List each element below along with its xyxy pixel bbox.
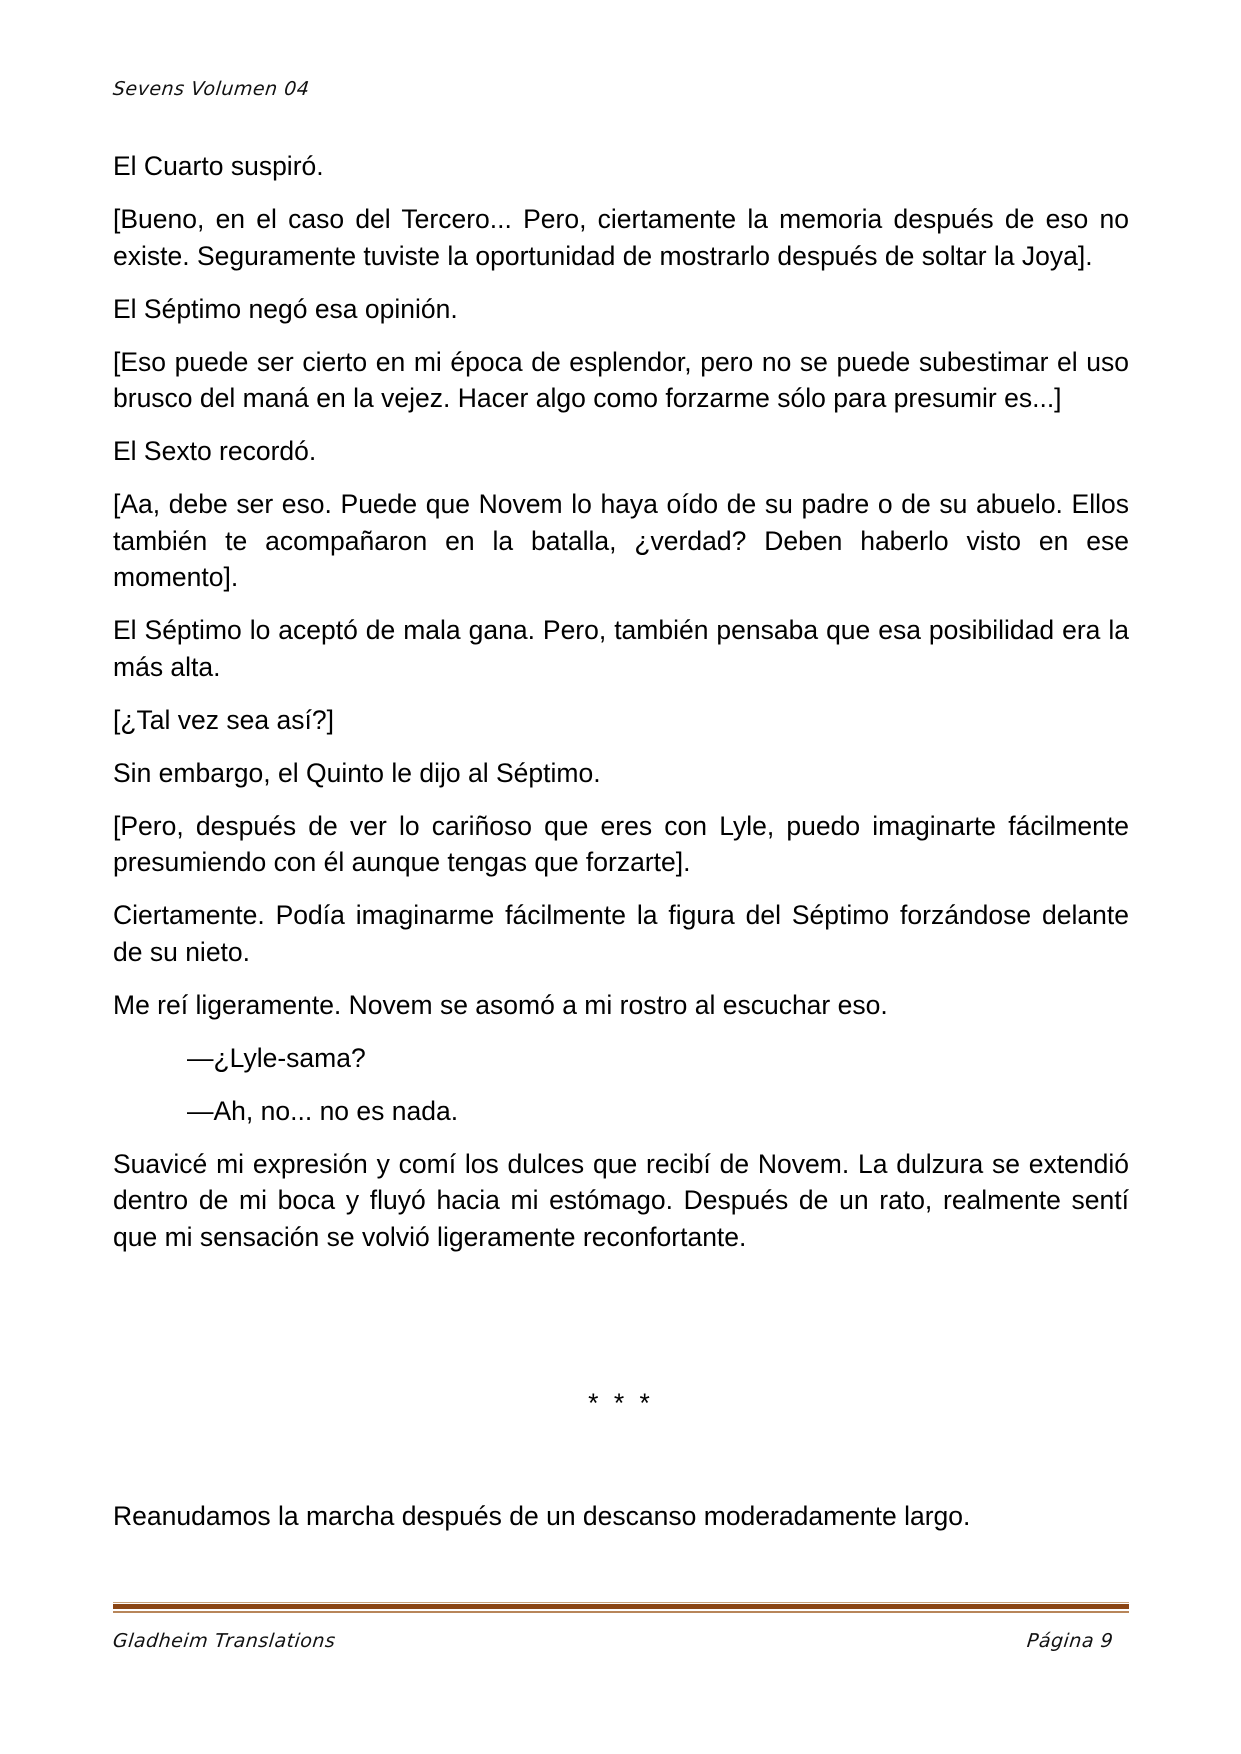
paragraph: Sin embargo, el Quinto le dijo al Séptimo. xyxy=(113,757,601,788)
paragraph: [Pero, después de ver lo cariñoso que eres con Lyle, puedo imaginarte fácilmente presumiendo con él aunque tengas que forzarte]. xyxy=(113,810,1129,877)
paragraph: Reanudamos la marcha después de un descanso moderadamente largo. xyxy=(113,1501,971,1531)
paragraph: [Aa, debe ser eso. Puede que Novem lo haya oído de su padre o de su abuelo. Ellos también te acompañaron en la batalla, ¿verdad? Deben haberlo visto en ese momento]. xyxy=(113,489,1129,592)
scene-separator: * * * xyxy=(588,1388,654,1418)
dialogue-line: —¿Lyle-sama? xyxy=(187,1042,366,1073)
footer-rule xyxy=(113,1602,1129,1614)
footer-rule-thick xyxy=(113,1604,1129,1609)
dialogue-line: —Ah, no... no es nada. xyxy=(187,1095,459,1126)
paragraph: El Sexto recordó. xyxy=(113,436,317,466)
paragraph: El Séptimo negó esa opinión. xyxy=(113,293,458,324)
footer-publisher: Gladheim Translations xyxy=(111,1630,337,1652)
running-header: Sevens Volumen 04 xyxy=(111,78,311,100)
paragraph: Suavicé mi expresión y comí los dulces que recibí de Novem. La dulzura se extendió dentro de mi boca y fluyó hacia mi estómago. Después de un rato, realmente sentí que mi sensación se volvió ligeramente reconfortante. xyxy=(113,1148,1129,1252)
body-text xyxy=(113,148,1129,1272)
paragraph: Ciertamente. Podía imaginarme fácilmente la figura del Séptimo forzándose delante de su nieto. xyxy=(113,900,1129,967)
paragraph: El Séptimo lo aceptó de mala gana. Pero, también pensaba que esa posibilidad era la más alta. xyxy=(113,615,1129,682)
paragraph: [Bueno, en el caso del Tercero... Pero, ciertamente la memoria después de eso no existe. Seguramente tuviste la oportunidad de mostrarlo después de soltar la Joya]. xyxy=(113,204,1129,271)
paragraph: Me reí ligeramente. Novem se asomó a mi rostro al escuchar eso. xyxy=(113,989,888,1020)
paragraph: [¿Tal vez sea así?] xyxy=(113,704,334,735)
footer-page-number: Página 9 xyxy=(1025,1630,1115,1652)
paragraph: [Eso puede ser cierto en mi época de esplendor, pero no se puede subestimar el uso brusco del maná en la vejez. Hacer algo como forzarme sólo para presumir es...] xyxy=(113,346,1129,413)
footer-rule-thin-top xyxy=(113,1602,1129,1603)
paragraph: El Cuarto suspiró. xyxy=(113,151,324,181)
footer-rule-thin-bottom xyxy=(113,1611,1129,1613)
